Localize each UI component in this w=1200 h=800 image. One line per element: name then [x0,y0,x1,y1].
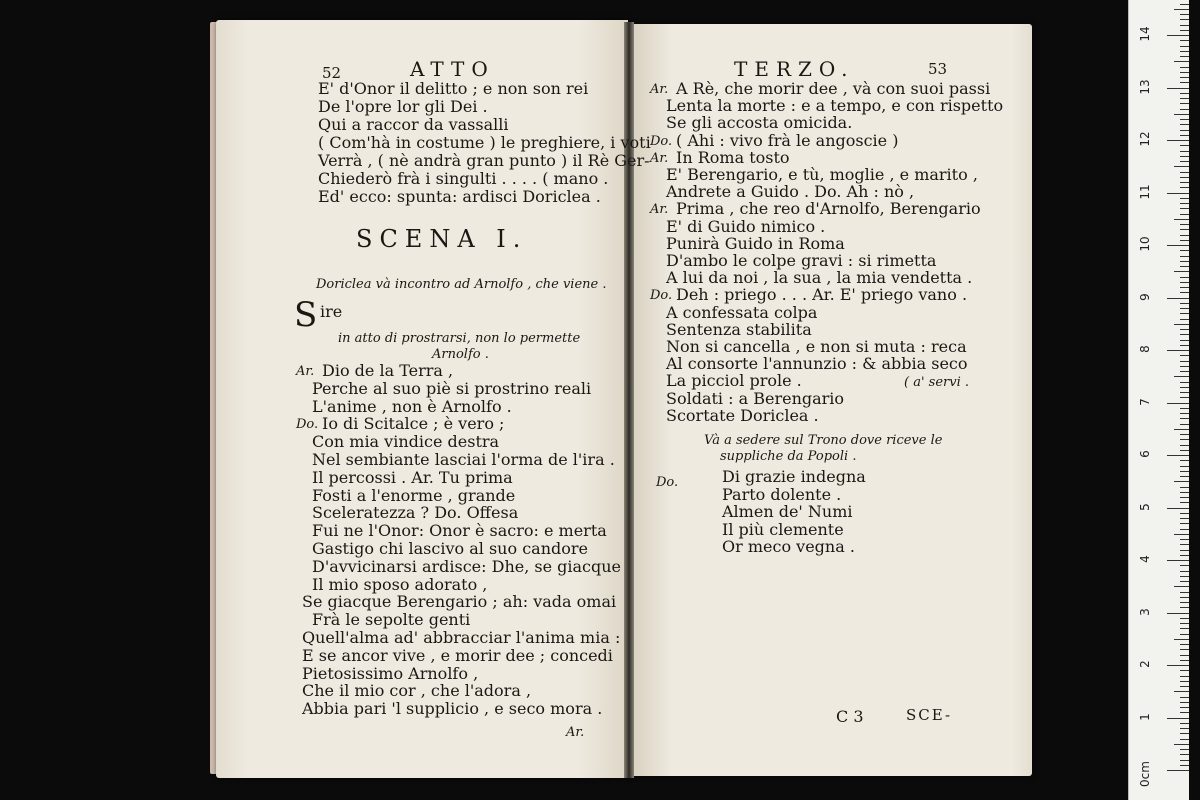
ruler-tick [1180,130,1189,131]
ruler-tick [1180,765,1189,766]
ruler-tick [1180,103,1189,104]
verse-line: Il mio sposo adorato , [312,574,488,594]
ruler-tick [1180,707,1189,708]
ruler-tick [1180,72,1189,73]
stage-direction-2a: in atto di prostrarsi, non lo permette [338,331,581,346]
ruler-tick [1180,686,1189,687]
ruler-tick [1180,235,1189,236]
ruler-tick [1180,555,1189,556]
ruler-tick [1180,576,1189,577]
ruler-tick [1180,292,1189,293]
ruler-tick [1180,56,1189,57]
verse-line: La picciol prole . [666,371,802,391]
ruler-tick [1180,240,1189,241]
ruler-tick [1180,303,1189,304]
verse-line: Almen de' Numi [722,502,853,521]
ruler-tick [1180,670,1189,671]
ruler-tick [1180,14,1189,15]
verse-line: Sceleratezza ? Do. Offesa [312,503,519,523]
ruler-tick [1180,697,1189,698]
ruler-tick [1180,397,1189,398]
verse-line: Al consorte l'annunzio : & abbia seco [666,354,968,374]
ruler-tick [1180,46,1189,47]
stage-direction-right-a: Và a sedere sul Trono dove riceve le [704,433,943,448]
ruler-tick [1180,418,1189,419]
ruler-tick [1180,592,1189,593]
ruler-tick [1174,166,1189,167]
ruler-tick [1180,565,1189,566]
verse-line: Che il mio cor , che l'adora , [302,681,532,701]
verse-line: Pietosissimo Arnolfo , [302,663,479,683]
ruler-number: 6 [1138,450,1152,458]
ruler-tick [1180,145,1189,146]
aside: ( a' servi . [904,375,970,390]
ruler-tick [1180,208,1189,209]
ruler-number: 9 [1138,292,1152,301]
ruler-tick [1180,466,1189,467]
ruler-tick [1180,634,1189,635]
ruler-tick [1180,607,1189,608]
ruler-tick [1180,487,1189,488]
verse-line: Di grazie indegna [722,467,866,486]
ruler-tick [1180,497,1189,498]
ruler-tick [1180,392,1189,393]
ruler-tick [1180,733,1189,734]
ruler-tick [1180,649,1189,650]
ruler-tick [1180,124,1189,125]
ruler-tick [1180,161,1189,162]
ruler-tick [1174,586,1189,587]
ruler-tick [1180,282,1189,283]
speaker-label: Do. [650,288,673,304]
ruler-tick [1180,571,1189,572]
ruler-number: 12 [1138,131,1152,147]
verse-line: Dio de la Terra , [322,361,454,380]
verse-line: Punirà Guido in Roma [666,233,845,253]
ruler-tick [1174,481,1189,482]
ruler-number: 2 [1138,660,1152,668]
ruler-number: 7 [1138,397,1152,406]
ruler-tick [1180,544,1189,545]
ruler-tick [1180,513,1189,514]
ruler-tick [1167,245,1189,246]
verse-line: Perche al suo piè si prostrino reali [312,378,592,398]
right-catchword: SCE- [906,706,953,724]
ruler-tick [1174,691,1189,692]
ruler-tick [1167,193,1189,194]
verse-line: Quell'alma ad' abbracciar l'anima mia : [302,628,621,647]
ruler-tick [1174,534,1189,535]
verse-line: Non si cancella , e non si muta : reca [666,337,967,356]
ruler-tick [1180,628,1189,629]
verse-line: Chiederò frà i singulti . . . . ( mano . [318,169,609,188]
verse-line: D'ambo le colpe gravi : si rimetta [666,251,937,270]
ruler-tick [1174,639,1189,640]
ruler-tick [1180,224,1189,225]
ruler-tick [1180,172,1189,173]
ruler-number: 11 [1138,183,1152,200]
ruler-tick [1180,93,1189,94]
verse-line: Gastigo chi lascivo al suo candore [312,539,588,558]
ruler-tick [1180,618,1189,619]
ruler-tick [1180,644,1189,645]
ruler-tick [1180,25,1189,26]
ruler-tick [1180,40,1189,41]
ruler-tick [1167,455,1189,456]
verse-line: ( Com'hà in costume ) le preghiere, i voti [318,133,651,152]
ruler-tick [1167,140,1189,141]
stage-direction: Doriclea và incontro ad Arnolfo , che viene . [316,277,607,292]
speaker-label: Ar. [296,364,315,379]
ruler-tick [1167,508,1189,509]
ruler-tick [1180,156,1189,157]
ruler-tick [1180,229,1189,230]
ruler-tick [1180,523,1189,524]
verse-line: Il percossi . Ar. Tu prima [312,467,513,487]
right-page-number: 53 [928,60,948,78]
verse-line: Lenta la morte : e a tempo, e con rispetto [666,96,1004,116]
verse-line: E' di Guido nimico . [666,216,826,236]
ruler-tick [1180,597,1189,598]
ruler-tick [1180,203,1189,204]
verse-line: Sentenza stabilita [666,319,812,339]
verse-line: Con mia vindice destra [312,432,500,452]
ruler-tick [1180,67,1189,68]
ruler-tick [1180,413,1189,414]
ruler-tick [1167,613,1189,614]
speaker-label: Ar. [650,202,669,218]
verse-line: E' Berengario, e tù, moglie , e marito , [666,165,978,184]
verse-line: A lui da noi , la sua , la mia vendetta . [666,268,973,288]
verse-line: D'avvicinarsi ardisce: Dhe, se giacque [312,556,622,576]
first-word: ire [320,302,343,321]
ruler-tick [1180,82,1189,83]
ruler-tick [1180,382,1189,383]
ruler-tick [1167,350,1189,351]
verse-line: Prima , che reo d'Arnolfo, Berengario [676,199,981,219]
ruler-number: 1 [1138,712,1152,721]
ruler-tick [1180,266,1189,267]
ruler-tick [1174,271,1189,272]
ruler-tick [1174,9,1189,10]
verse-line: Parto dolente . [722,484,842,504]
ruler-tick [1180,476,1189,477]
speaker-label: Ar. [650,82,669,97]
ruler-tick [1180,471,1189,472]
ruler-tick [1180,581,1189,582]
ruler-tick [1180,739,1189,740]
ruler-tick [1180,760,1189,761]
ruler-number: 3 [1138,607,1152,616]
ruler-tick [1180,98,1189,99]
ruler-tick [1180,371,1189,372]
verse-line: Verrà , ( nè andrà gran punto ) il Rè Ger- [318,151,650,170]
verse-line: Io di Scitalce ; è vero ; [322,414,505,434]
left-page-number: 52 [322,64,342,82]
ruler-tick [1180,361,1189,362]
ruler-tick [1180,287,1189,288]
ruler-tick [1180,518,1189,519]
ruler-number: 10 [1138,236,1152,252]
ruler-tick [1167,770,1189,771]
left-catchword: Ar. [566,725,585,740]
ruler-tick [1180,623,1189,624]
verse-line: A confessata colpa [666,302,818,322]
ruler-tick [1180,30,1189,31]
stage-direction-right-b: suppliche da Popoli . [720,449,857,464]
ruler-tick [1167,665,1189,666]
verse-line: Or meco vegna . [722,537,855,556]
ruler-tick [1180,539,1189,540]
final-speaker: Do. [656,475,679,490]
ruler-tick [1180,340,1189,341]
ruler-tick [1174,744,1189,745]
left-running-title: ATTO [410,57,495,81]
ruler-tick [1180,119,1189,120]
ruler-tick [1167,403,1189,404]
ruler-tick [1180,439,1189,440]
verse-line: ( Ahi : vivo frà le angoscie ) [676,130,899,150]
ruler-tick [1180,408,1189,409]
ruler-tick [1180,550,1189,551]
ruler-tick [1180,502,1189,503]
ruler-number: 14 [1138,26,1152,42]
ruler-tick [1180,177,1189,178]
ruler-number: 13 [1138,78,1152,95]
ruler-tick [1180,366,1189,367]
stage-direction-2b: Arnolfo . [432,347,489,362]
ruler-tick [1167,298,1189,299]
ruler-tick [1167,560,1189,561]
verse-line: E se ancor vive , e morir dee ; concedi [302,645,613,665]
speaker-label: Do. [650,133,673,149]
ruler-tick [1180,182,1189,183]
verse-line: Scortate Doriclea . [666,405,819,425]
ruler-tick [1180,4,1189,5]
ruler-tick [1180,355,1189,356]
ruler-tick [1167,88,1189,89]
ruler-tick [1180,749,1189,750]
ruler-tick [1180,256,1189,257]
ruler-tick [1174,219,1189,220]
ruler-tick [1180,529,1189,530]
ruler-tick [1174,61,1189,62]
verse-line: Andrete a Guido . Do. Ah : nò , [666,182,915,202]
ruler-tick [1167,35,1189,36]
ruler-tick [1180,198,1189,199]
ruler-tick [1180,250,1189,251]
verse-line: Abbia pari 'l supplicio , e seco mora . [302,699,603,719]
ruler-tick [1180,434,1189,435]
ruler-tick [1174,429,1189,430]
ruler-tick [1180,450,1189,451]
ruler-number: 4 [1138,555,1152,563]
ruler-tick [1180,308,1189,309]
ruler-tick [1180,214,1189,215]
ruler-tick [1180,277,1189,278]
scale-ruler [1128,0,1189,800]
ruler-tick [1180,728,1189,729]
verse-line: Se giacque Berengario ; ah: vada omai [302,592,617,612]
ruler-tick [1180,329,1189,330]
ruler-tick [1180,754,1189,755]
ruler-tick [1180,492,1189,493]
ruler-tick [1180,602,1189,603]
ruler-tick [1180,109,1189,110]
verse-line: Se gli accosta omicida. [666,113,853,133]
verse-line: De l'opre lor gli Dei . [318,97,488,116]
ruler-tick [1180,77,1189,78]
ruler-tick [1180,681,1189,682]
verse-line: Nel sembiante lasciai l'orma de l'ira . [312,450,615,469]
ruler-tick [1180,723,1189,724]
ruler-tick [1180,187,1189,188]
ruler-tick [1180,712,1189,713]
ruler-tick [1180,151,1189,152]
drop-cap: S [294,295,318,335]
ruler-tick [1180,387,1189,388]
ruler-tick [1180,261,1189,262]
verse-line: A Rè, che morir dee , và con suoi passi [676,79,991,98]
ruler-tick [1174,376,1189,377]
verse-line: Ed' ecco: spunta: ardisci Doriclea . [318,187,601,206]
ruler-tick [1167,718,1189,719]
verse-line: In Roma tosto [676,147,790,167]
ruler-tick [1180,345,1189,346]
ruler-tick [1180,445,1189,446]
speaker-label: Do. [296,417,319,433]
speaker-label: Ar. [650,150,669,166]
ruler-tick [1180,319,1189,320]
ruler-tick [1174,324,1189,325]
scene-heading: SCENA I. [356,225,528,253]
verse-line: Qui a raccor da vassalli [318,115,509,134]
ruler-tick [1180,334,1189,335]
verse-line: Fui ne l'Onor: Onor è sacro: e merta [312,521,607,541]
verse-line: L'anime , non è Arnolfo . [312,396,512,416]
ruler-tick [1180,51,1189,52]
ruler-tick [1180,424,1189,425]
ruler-tick [1180,676,1189,677]
verse-line: Soldati : a Berengario [666,388,845,408]
signature-mark: C 3 [836,707,864,726]
verse-line: Fosti a l'enorme , grande [312,485,516,505]
ruler-number: 8 [1138,345,1152,353]
ruler-tick [1180,135,1189,136]
ruler-tick [1180,702,1189,703]
ruler-tick [1180,313,1189,314]
verse-line: Deh : priego . . . Ar. E' priego vano . [676,285,968,305]
ruler-tick [1180,655,1189,656]
ruler-number: 5 [1138,502,1152,511]
verse-line: Il più clemente [722,519,844,539]
ruler-tick [1180,19,1189,20]
ruler-unit-label: 0cm [1138,761,1152,787]
ruler-tick [1180,660,1189,661]
ruler-tick [1174,114,1189,115]
verse-line: Frà le sepolte genti [312,610,471,630]
right-running-title: TERZO. [734,57,855,81]
verse-line: E' d'Onor il delitto ; e non son rei [318,79,589,98]
ruler-tick [1180,460,1189,461]
